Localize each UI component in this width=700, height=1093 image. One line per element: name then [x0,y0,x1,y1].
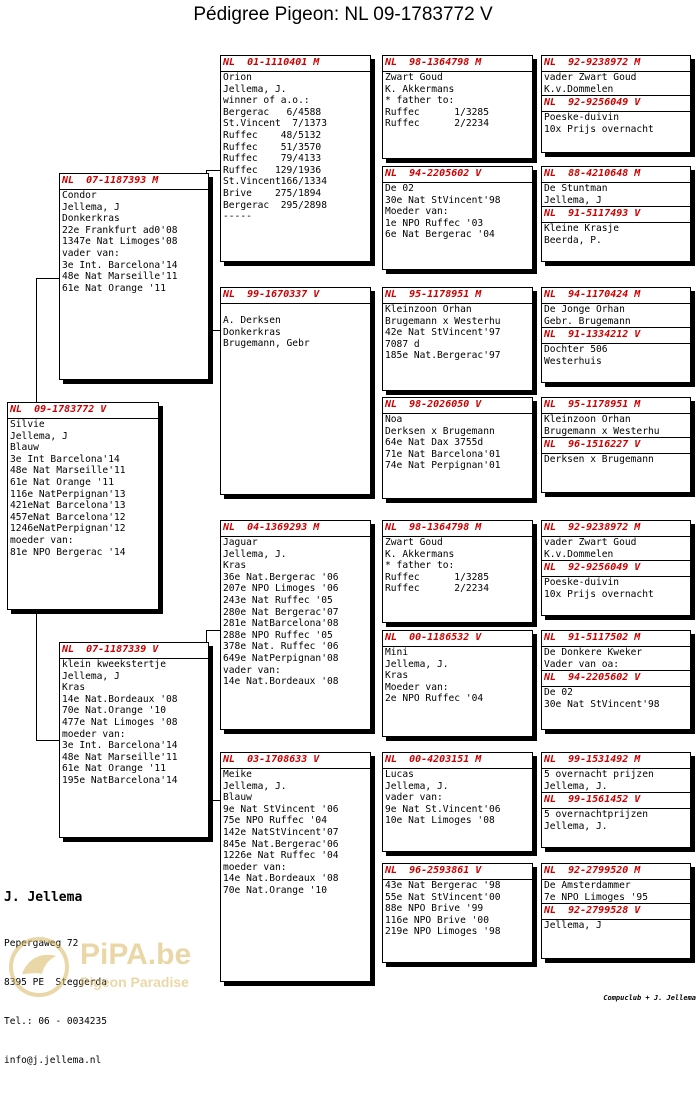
pedigree-line: 64e Nat Dax 3755d [385,437,484,449]
pedigree-line: 70e Nat.Orange '10 [62,705,166,717]
pedigree-card-mm [220,752,371,982]
pedigree-ring-number: NL 07-1187393 M [60,174,208,190]
pedigree-line: St.Vincent166/1334 [223,176,327,188]
pedigree-line: Brugemann x Westerhu [544,425,660,437]
pedigree-sire-section [542,521,690,560]
pedigree-line: 1e NPO Ruffec '03 [385,217,484,229]
pedigree-ring-number: NL 92-9238972 M [542,56,690,72]
pedigree-line: vader van: [62,247,120,259]
pedigree-ring-number: NL 88-4210648 M [542,167,690,183]
pedigree-ring-number: NL 92-2799528 V [542,904,690,920]
pedigree-line: A. Derksen [223,315,281,326]
connector-line [36,278,37,402]
pedigree-ring-number: NL 91-5117493 V [542,207,690,223]
pedigree-line: De Amsterdammer [544,880,631,891]
pedigree-line: 70e Nat.Orange '10 [223,884,327,896]
connector-line [206,630,220,631]
connector-line [36,608,37,740]
pedigree-line: 3e Int. Barcelona'14 [62,740,178,752]
pedigree-line: 142e NatStVincent'07 [223,826,339,838]
pedigree-dam-section [542,903,690,932]
pedigree-line: St.Vincent 7/1373 [223,118,327,130]
pedigree-line: 10x Prijs overnacht [544,588,654,600]
pedigree-line: Vader van oa: [544,658,620,670]
pedigree-line: Jellema, J. [223,548,287,560]
pedigree-line: Moeder van: [385,206,449,218]
pedigree-line: Gebr. Brugemann [544,315,631,327]
pedigree-line: vader van: [223,664,281,676]
pedigree-ring-number: NL 00-4203151 M [383,753,532,769]
pedigree-line: Orion [223,72,252,83]
pedigree-line: Blauw [10,442,39,454]
pedigree-line: Lucas [385,769,414,780]
pedigree-card-mmf [382,752,533,852]
pedigree-sire-section [542,631,690,670]
pedigree-line: 845e Nat.Bergerac'06 [223,838,339,850]
pedigree-line: 74e Nat Perpignan'01 [385,460,501,472]
pedigree-line: 9e Nat St.Vincent'06 [385,803,501,815]
pedigree-line: Jellema, J [62,670,120,682]
pedigree-line: 36e Nat.Bergerac '06 [223,571,339,583]
pedigree-card-fmf [382,287,533,391]
pedigree-line: 421eNat Barcelona'13 [10,500,126,512]
pedigree-line: Beerda, P. [544,234,602,246]
pedigree-card-g2 [541,166,691,262]
page-title: Pédigree Pigeon: NL 09-1783772 V [193,4,493,25]
pedigree-line: 61e Nat Orange '11 [62,763,166,775]
pedigree-ring-number: NL 01-1110401 M [221,56,370,72]
pedigree-line: Kleinzoon Orhan [385,304,472,315]
pedigree-line: Kras [385,670,409,682]
pedigree-line: 30e Nat StVincent'98 [385,194,501,206]
pedigree-card-g7 [541,752,691,848]
pedigree-line: 3e Int Barcelona'14 [10,453,120,465]
pedigree-ring-number: NL 92-9256049 V [542,96,690,112]
pedigree-line: De 02 [385,183,414,194]
pedigree-line: Jellema, J. [385,658,449,670]
pedigree-line: K. Akkermans [385,83,455,95]
pedigree-line: Ruffec 51/3570 [223,141,322,153]
pedigree-line: 457eNat Barcelona'12 [10,511,126,523]
pedigree-line: 48e Nat Marseille'11 [62,271,178,283]
pedigree-card-ffm [382,166,533,270]
pedigree-ring-number: NL 91-1334212 V [542,328,690,344]
pedigree-line: Brive 275/1894 [223,187,322,199]
watermark-logo [8,936,193,996]
pedigree-line: 88e NPO Brive '99 [385,903,484,915]
pedigree-card-fmm [382,397,533,499]
pedigree-line: 6e Nat Bergerac '04 [385,229,495,241]
pedigree-dam-section [542,670,690,710]
pedigree-line: 81e NPO Bergerac '14 [10,546,126,558]
pedigree-line: De Jonge Orhan [544,304,625,315]
pedigree-line: 71e Nat Barcelona'01 [385,448,501,460]
breeder-name: J. Jellema [4,890,83,905]
pedigree-line: 5 overnacht prijzen [544,769,654,780]
pedigree-line: 7087 d [385,338,420,350]
pedigree-line: vader Zwart Goud [544,537,637,548]
pedigree-line: ----- [223,211,252,223]
pedigree-line: Jaguar [223,537,258,548]
connector-line [36,278,60,279]
pedigree-ring-number: NL 92-9256049 V [542,561,690,577]
pedigree-line: Jellema, J [62,201,120,213]
pedigree-line: Silvie [10,419,45,430]
pedigree-card-g1 [541,55,691,153]
pedigree-line: Poeske-duivin [544,577,620,589]
address-line: info@j.jellema.nl [4,1055,102,1066]
pedigree-line: Zwart Goud [385,537,443,548]
pedigree-line: Moeder van: [385,681,449,693]
pedigree-card-mf [220,520,371,730]
pedigree-line: 1226e Nat Ruffec '04 [223,850,339,862]
pedigree-line: 55e Nat StVincent'00 [385,891,501,903]
pedigree-ring-number: NL 95-1178951 M [383,288,532,304]
pedigree-card-mfm [382,630,533,737]
pedigree-line: winner of a.o.: [223,95,310,107]
pedigree-line: vader Zwart Goud [544,72,637,83]
pedigree-line: Derksen x Brugemann [385,425,495,437]
pedigree-line: 243e Nat Ruffec '05 [223,594,333,606]
address-line: Pepergaweg 72 [4,938,79,949]
pedigree-ring-number: NL 99-1670337 V [221,288,370,304]
pedigree-line: Jellema, J. [223,83,287,95]
pedigree-line: 9e Nat StVincent '06 [223,803,339,815]
pedigree-line: Jellema, J [544,194,602,206]
pedigree-card-fm [220,287,371,495]
pedigree-card-father [59,173,209,380]
pedigree-line: Kleine Krasje [544,223,620,235]
pedigree-dam-section [542,437,690,466]
pedigree-line: Jellema, J. [385,780,449,792]
pedigree-dam-section [542,560,690,600]
pedigree-line: Brugemann x Westerhu [385,315,501,327]
pedigree-card-mff [382,520,533,623]
pedigree-line: 48e Nat Marseille'11 [62,751,178,763]
pedigree-line: Bergerac 6/4588 [223,106,322,118]
connector-line [36,740,60,741]
spacer [221,304,370,315]
connector-line [206,170,220,171]
pedigree-line: K.v.Dommelen [544,548,614,560]
pedigree-card-fff [382,55,533,159]
pedigree-line: Poeske-duivin [544,112,620,124]
pedigree-line: De Donkere Kweker [544,647,643,658]
pedigree-line: 14e Nat.Bordeaux '08 [62,693,178,705]
pedigree-card-g6 [541,630,691,730]
pedigree-line: Ruffec 1/3285 [385,106,489,118]
pedigree-line: 43e Nat Bergerac '98 [385,880,501,891]
pedigree-line: Jellema, J. [223,780,287,792]
pedigree-ring-number: NL 98-1364798 M [383,56,532,72]
pedigree-line: 30e Nat StVincent'98 [544,698,660,710]
pedigree-line: moeder van: [62,728,126,740]
pedigree-line: 42e Nat StVincent'97 [385,327,501,339]
pedigree-line: 116e NPO Brive '00 [385,914,489,926]
pedigree-ring-number: NL 94-2205602 V [383,167,532,183]
pedigree-line: Jellema, J. [544,780,608,792]
pedigree-ring-number: NL 07-1187339 V [60,643,208,659]
pedigree-line: Mini [385,647,409,658]
pedigree-ring-number: NL 94-1170424 M [542,288,690,304]
pedigree-line: Jellema, J. [544,820,608,832]
pedigree-line: 116e NatPerpignan'13 [10,488,126,500]
pedigree-line: Westerhuis [544,355,602,367]
pedigree-ring-number: NL 99-1531492 M [542,753,690,769]
pedigree-line: 2e NPO Ruffec '04 [385,693,484,705]
pedigree-dam-section [542,206,690,246]
pedigree-line: 280e Nat Bergerac'07 [223,606,339,618]
pedigree-line: Kras [223,560,247,572]
pedigree-card-g4 [541,397,691,493]
pedigree-ring-number: NL 96-2593861 V [383,864,532,880]
pedigree-line: 219e NPO Limoges '98 [385,926,501,938]
pedigree-line: 649e NatPerpignan'08 [223,652,339,664]
pedigree-line: moeder van: [10,534,74,546]
pedigree-line: Kleinzoon Orhan [544,414,631,425]
pedigree-card-mmm [382,863,533,963]
pedigree-line: 477e Nat Limoges '08 [62,716,178,728]
pedigree-line: Ruffec 2/2234 [385,583,489,595]
pedigree-card-ff [220,55,371,262]
pedigree-line: 48e Nat Marseille'11 [10,465,126,477]
pedigree-ring-number: NL 91-5117502 M [542,631,690,647]
pedigree-line: K. Akkermans [385,548,455,560]
pedigree-line: moeder van: [223,861,287,873]
pedigree-line: 10e Nat Limoges '08 [385,815,495,827]
pedigree-line: Brugemann, Gebr [223,338,310,350]
pedigree-ring-number: NL 03-1708633 V [221,753,370,769]
pedigree-ring-number: NL 04-1369293 M [221,521,370,537]
pedigree-ring-number: NL 92-9238972 M [542,521,690,537]
pedigree-ring-number: NL 99-1561452 V [542,793,690,809]
pedigree-ring-number: NL 92-2799520 M [542,864,690,880]
pedigree-dam-section [542,95,690,135]
watermark-subtitle: Pigeon Paradise [80,974,189,990]
pedigree-line: Ruffec 79/4133 [223,153,322,165]
pedigree-line: 22e Frankfurt ad0'08 [62,224,178,236]
pigeon-logo-icon [8,936,70,998]
pedigree-line: Condor [62,190,97,201]
pedigree-line: 61e Nat Orange '11 [10,476,114,488]
pedigree-line: 378e Nat. Ruffec '06 [223,641,339,653]
pedigree-card-mother [59,642,209,838]
pedigree-ring-number: NL 96-1516227 V [542,438,690,454]
pedigree-line: Donkerkras [223,326,281,338]
pedigree-line: De 02 [544,687,573,699]
pedigree-line: 185e Nat.Bergerac'97 [385,350,501,362]
pedigree-line: Noa [385,414,403,425]
pedigree-line: K.v.Dommelen [544,83,614,95]
pedigree-line: 3e Int. Barcelona'14 [62,259,178,271]
pedigree-ring-number: NL 98-2026050 V [383,398,532,414]
pedigree-card-g5 [541,520,691,616]
pedigree-sire-section [542,864,690,903]
pedigree-card-subject [7,402,159,610]
pedigree-sire-section [542,753,690,792]
pedigree-line: 281e NatBarcelona'08 [223,618,339,630]
pedigree-line: Derksen x Brugemann [544,454,654,466]
pedigree-line: De Stuntman [544,183,608,194]
pedigree-line: 14e Nat.Bordeaux '08 [223,676,339,688]
pedigree-line: Ruffec 48/5132 [223,129,322,141]
address-line: 8395 PE Steggerda [4,977,107,988]
pedigree-line: * father to: [385,95,455,107]
pedigree-line: 75e NPO Ruffec '04 [223,815,327,827]
pedigree-line: Dochter 506 [544,344,608,356]
pedigree-card-g8 [541,863,691,959]
pedigree-line: 14e Nat.Bordeaux '08 [223,873,339,885]
pedigree-ring-number: NL 94-2205602 V [542,671,690,687]
pedigree-line: Jellema, J [544,920,602,932]
pedigree-line: vader van: [385,792,443,804]
pedigree-line: Jellema, J [10,430,68,442]
pedigree-line: Zwart Goud [385,72,443,83]
pedigree-line: 1347e Nat Limoges'08 [62,236,178,248]
pedigree-line: 195e NatBarcelona'14 [62,774,178,786]
pedigree-line: Kras [62,682,86,694]
pedigree-line: Blauw [223,792,252,804]
pedigree-line: 5 overnachtprijzen [544,809,648,821]
pedigree-sire-section [542,56,690,95]
pedigree-line: Donkerkras [62,213,120,225]
pedigree-line: * father to: [385,560,455,572]
pedigree-line: Ruffec 1/3285 [385,571,489,583]
address-line: Tel.: 06 - 0034235 [4,1016,107,1027]
pedigree-card-g3 [541,287,691,383]
pedigree-line: 10x Prijs overnacht [544,123,654,135]
pedigree-line: Meike [223,769,252,780]
footer-credit: Compuclub + J. Jellema [603,994,696,1002]
pedigree-line: 7e NPO Limoges '95 [544,891,648,903]
pedigree-ring-number: NL 09-1783772 V [8,403,158,419]
pedigree-line: Ruffec 129/1936 [223,164,322,176]
pedigree-line: 61e Nat Orange '11 [62,282,166,294]
pedigree-ring-number: NL 00-1186532 V [383,631,532,647]
pedigree-line: klein kweekstertje [62,659,166,670]
pedigree-line: 207e NPO Limoges '06 [223,583,339,595]
pedigree-ring-number: NL 95-1178951 M [542,398,690,414]
pedigree-dam-section [542,792,690,832]
watermark-title: PiPA.be [80,938,192,971]
pedigree-sire-section [542,398,690,437]
pedigree-line: Bergerac 295/2898 [223,199,327,211]
pedigree-ring-number: NL 98-1364798 M [383,521,532,537]
pedigree-sire-section [542,167,690,206]
pedigree-dam-section [542,327,690,367]
pedigree-line: 1246eNatPerpignan'12 [10,523,126,535]
pedigree-line: Ruffec 2/2234 [385,118,489,130]
pedigree-sire-section [542,288,690,327]
pedigree-line: 288e NPO Ruffec '05 [223,629,333,641]
